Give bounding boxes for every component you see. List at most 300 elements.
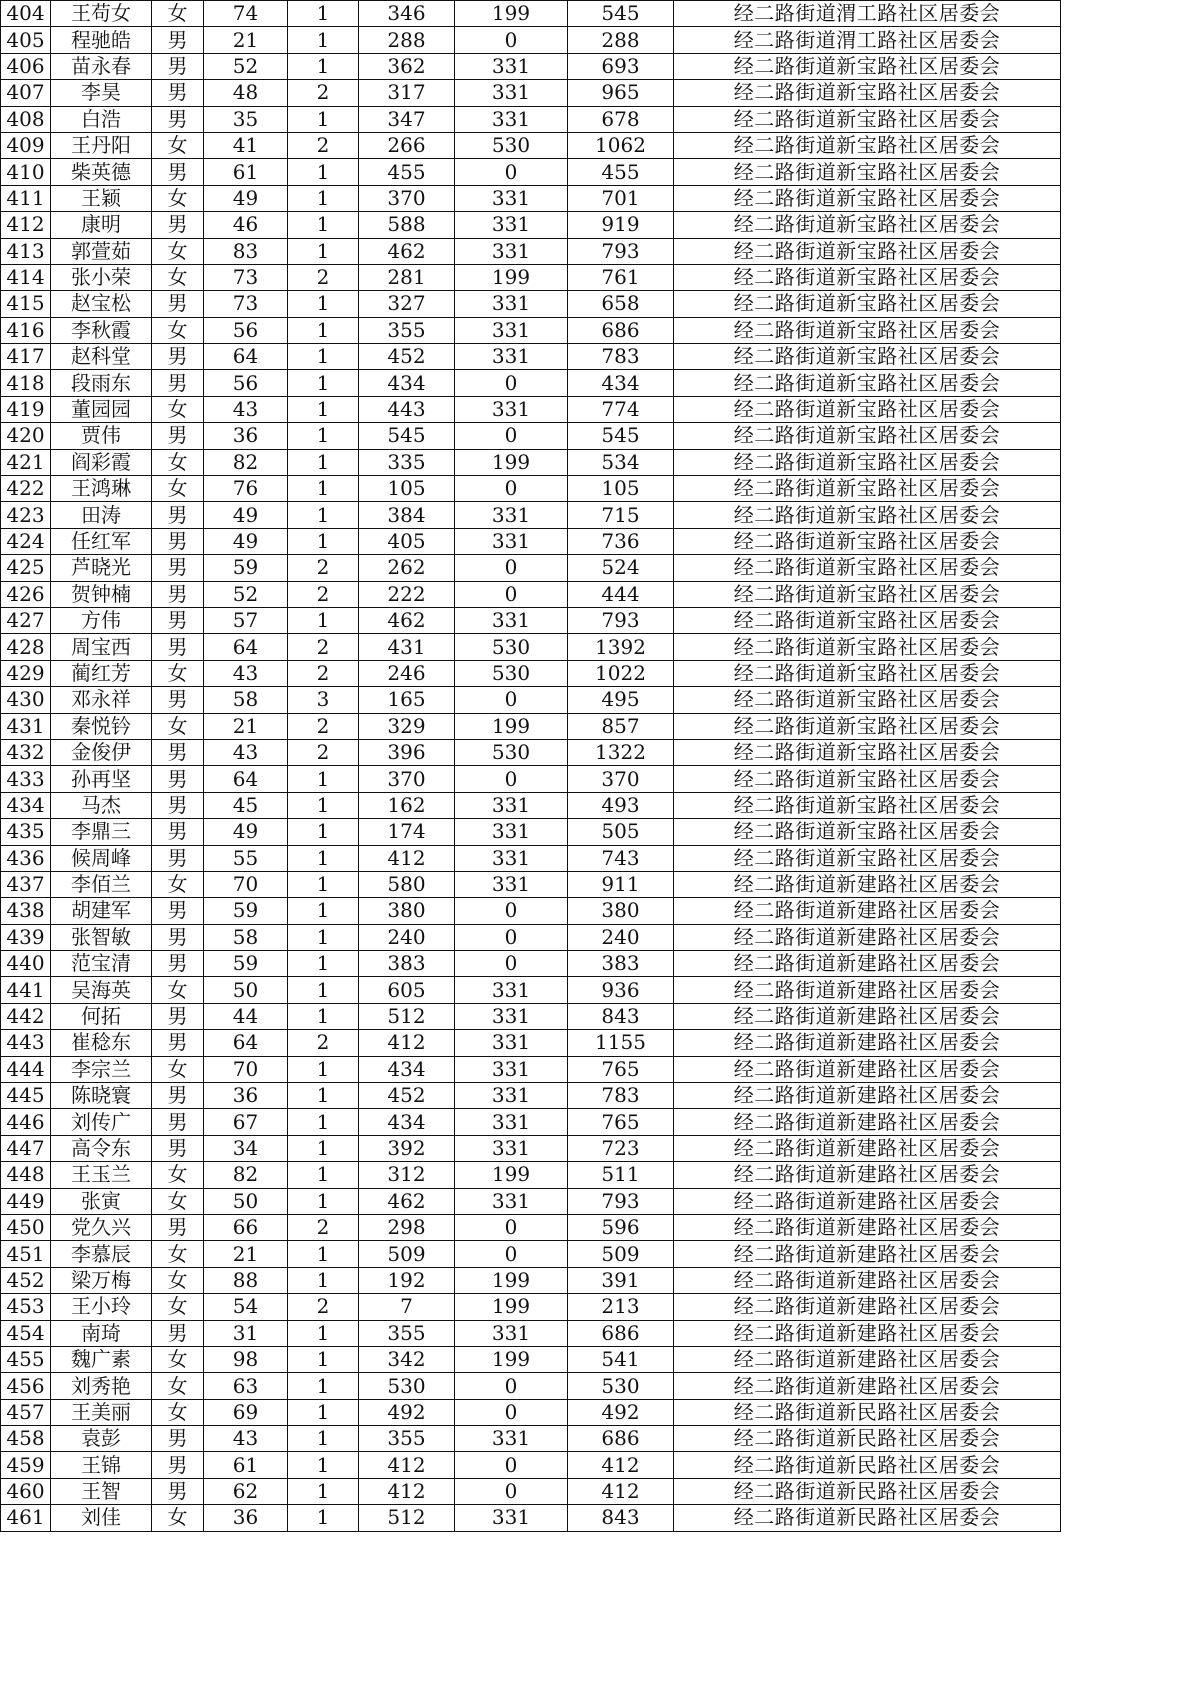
seq-cell: 447: [1, 1135, 51, 1161]
total-cell: 509: [568, 1241, 674, 1267]
amount-b-cell: 530: [455, 739, 568, 765]
name-cell: 王丹阳: [51, 132, 152, 158]
community-cell: 经二路街道新建路社区居委会: [674, 1083, 1061, 1109]
name-cell: 李佰兰: [51, 871, 152, 897]
amount-a-cell: 312: [359, 1162, 455, 1188]
total-cell: 1322: [568, 739, 674, 765]
amount-b-cell: 0: [455, 687, 568, 713]
amount-b-cell: 0: [455, 951, 568, 977]
community-cell: 经二路街道新建路社区居委会: [674, 1346, 1061, 1372]
name-cell: 陈晓寰: [51, 1083, 152, 1109]
seq-cell: 419: [1, 396, 51, 422]
total-cell: 765: [568, 1109, 674, 1135]
household-size-cell: 2: [288, 1294, 359, 1320]
table-row: [1, 502, 1061, 528]
total-cell: 774: [568, 396, 674, 422]
gender-cell: 男: [152, 80, 204, 106]
amount-b-cell: 199: [455, 1294, 568, 1320]
table-row: [1, 1426, 1061, 1452]
age-cell: 70: [204, 1056, 288, 1082]
community-cell: 经二路街道新宝路社区居委会: [674, 396, 1061, 422]
total-cell: 524: [568, 555, 674, 581]
age-cell: 48: [204, 80, 288, 106]
seq-cell: 436: [1, 845, 51, 871]
age-cell: 55: [204, 845, 288, 871]
name-cell: 王颖: [51, 185, 152, 211]
name-cell: 邓永祥: [51, 687, 152, 713]
seq-cell: 421: [1, 449, 51, 475]
name-cell: 魏广素: [51, 1346, 152, 1372]
household-size-cell: 1: [288, 766, 359, 792]
gender-cell: 男: [152, 898, 204, 924]
name-cell: 梁万梅: [51, 1267, 152, 1293]
gender-cell: 女: [152, 1188, 204, 1214]
amount-a-cell: 512: [359, 1003, 455, 1029]
total-cell: 686: [568, 1426, 674, 1452]
total-cell: 434: [568, 370, 674, 396]
community-cell: 经二路街道新建路社区居委会: [674, 1373, 1061, 1399]
gender-cell: 男: [152, 1083, 204, 1109]
community-cell: 经二路街道新宝路社区居委会: [674, 317, 1061, 343]
household-size-cell: 1: [288, 370, 359, 396]
household-size-cell: 2: [288, 132, 359, 158]
amount-b-cell: 331: [455, 977, 568, 1003]
household-size-cell: 2: [288, 739, 359, 765]
seq-cell: 455: [1, 1346, 51, 1372]
name-cell: 党久兴: [51, 1214, 152, 1240]
total-cell: 1155: [568, 1030, 674, 1056]
amount-a-cell: 434: [359, 370, 455, 396]
name-cell: 王智: [51, 1478, 152, 1504]
gender-cell: 男: [152, 159, 204, 185]
household-size-cell: 1: [288, 185, 359, 211]
total-cell: 783: [568, 1083, 674, 1109]
gender-cell: 女: [152, 132, 204, 158]
gender-cell: 男: [152, 502, 204, 528]
name-cell: 程驰皓: [51, 27, 152, 53]
household-size-cell: 2: [288, 80, 359, 106]
community-cell: 经二路街道新宝路社区居委会: [674, 766, 1061, 792]
amount-b-cell: 0: [455, 159, 568, 185]
household-size-cell: 1: [288, 1452, 359, 1478]
household-size-cell: 1: [288, 977, 359, 1003]
name-cell: 马杰: [51, 792, 152, 818]
amount-b-cell: 0: [455, 476, 568, 502]
seq-cell: 457: [1, 1399, 51, 1425]
seq-cell: 414: [1, 264, 51, 290]
age-cell: 82: [204, 1162, 288, 1188]
seq-cell: 432: [1, 739, 51, 765]
name-cell: 柴英德: [51, 159, 152, 185]
household-size-cell: 1: [288, 1109, 359, 1135]
total-cell: 936: [568, 977, 674, 1003]
amount-b-cell: 331: [455, 53, 568, 79]
amount-a-cell: 455: [359, 159, 455, 185]
amount-a-cell: 329: [359, 713, 455, 739]
seq-cell: 437: [1, 871, 51, 897]
table-row: [1, 291, 1061, 317]
name-cell: 芦晓光: [51, 555, 152, 581]
table-row: [1, 766, 1061, 792]
name-cell: 周宝西: [51, 634, 152, 660]
gender-cell: 男: [152, 951, 204, 977]
community-cell: 经二路街道新建路社区居委会: [674, 1294, 1061, 1320]
age-cell: 21: [204, 713, 288, 739]
amount-a-cell: 380: [359, 898, 455, 924]
amount-b-cell: 0: [455, 766, 568, 792]
seq-cell: 423: [1, 502, 51, 528]
name-cell: 康明: [51, 212, 152, 238]
gender-cell: 男: [152, 634, 204, 660]
total-cell: 511: [568, 1162, 674, 1188]
amount-b-cell: 331: [455, 1083, 568, 1109]
table-row: [1, 1030, 1061, 1056]
table-row: [1, 1505, 1061, 1531]
amount-b-cell: 0: [455, 1241, 568, 1267]
household-size-cell: 1: [288, 27, 359, 53]
amount-b-cell: 0: [455, 924, 568, 950]
table-row: [1, 1267, 1061, 1293]
amount-b-cell: 331: [455, 317, 568, 343]
household-size-cell: 1: [288, 1505, 359, 1531]
household-size-cell: 1: [288, 1399, 359, 1425]
amount-a-cell: 7: [359, 1294, 455, 1320]
age-cell: 73: [204, 291, 288, 317]
age-cell: 76: [204, 476, 288, 502]
household-size-cell: 1: [288, 212, 359, 238]
age-cell: 56: [204, 370, 288, 396]
amount-b-cell: 331: [455, 396, 568, 422]
table-row: [1, 1162, 1061, 1188]
amount-b-cell: 331: [455, 1320, 568, 1346]
gender-cell: 女: [152, 264, 204, 290]
total-cell: 412: [568, 1452, 674, 1478]
table-row: [1, 1135, 1061, 1161]
table-row: [1, 898, 1061, 924]
total-cell: 715: [568, 502, 674, 528]
household-size-cell: 3: [288, 687, 359, 713]
household-size-cell: 1: [288, 1373, 359, 1399]
name-cell: 蔺红芳: [51, 660, 152, 686]
amount-b-cell: 530: [455, 660, 568, 686]
table-row: [1, 317, 1061, 343]
name-cell: 李昊: [51, 80, 152, 106]
amount-a-cell: 266: [359, 132, 455, 158]
name-cell: 赵科堂: [51, 344, 152, 370]
table-row: [1, 871, 1061, 897]
community-cell: 经二路街道新宝路社区居委会: [674, 713, 1061, 739]
household-size-cell: 1: [288, 1003, 359, 1029]
age-cell: 56: [204, 317, 288, 343]
table-row: [1, 53, 1061, 79]
community-cell: 经二路街道新建路社区居委会: [674, 1109, 1061, 1135]
total-cell: 444: [568, 581, 674, 607]
amount-b-cell: 331: [455, 1030, 568, 1056]
total-cell: 919: [568, 212, 674, 238]
table-row: [1, 27, 1061, 53]
table-row: [1, 1, 1061, 27]
name-cell: 王美丽: [51, 1399, 152, 1425]
amount-a-cell: 434: [359, 1109, 455, 1135]
table-row: [1, 555, 1061, 581]
table-row: [1, 1294, 1061, 1320]
age-cell: 57: [204, 607, 288, 633]
table-row: [1, 819, 1061, 845]
community-cell: 经二路街道新建路社区居委会: [674, 871, 1061, 897]
table-row: [1, 660, 1061, 686]
community-cell: 经二路街道新宝路社区居委会: [674, 264, 1061, 290]
table-row: [1, 713, 1061, 739]
total-cell: 678: [568, 106, 674, 132]
table-row: [1, 1003, 1061, 1029]
community-cell: 经二路街道新宝路社区居委会: [674, 132, 1061, 158]
gender-cell: 男: [152, 106, 204, 132]
gender-cell: 男: [152, 1109, 204, 1135]
seq-cell: 406: [1, 53, 51, 79]
gender-cell: 男: [152, 819, 204, 845]
household-size-cell: 1: [288, 1320, 359, 1346]
total-cell: 793: [568, 238, 674, 264]
gender-cell: 男: [152, 370, 204, 396]
amount-a-cell: 262: [359, 555, 455, 581]
amount-b-cell: 0: [455, 1452, 568, 1478]
amount-b-cell: 331: [455, 238, 568, 264]
table-row: [1, 528, 1061, 554]
amount-b-cell: 331: [455, 502, 568, 528]
name-cell: 李鼎三: [51, 819, 152, 845]
name-cell: 刘秀艳: [51, 1373, 152, 1399]
total-cell: 686: [568, 1320, 674, 1346]
gender-cell: 女: [152, 238, 204, 264]
amount-b-cell: 331: [455, 1109, 568, 1135]
seq-cell: 433: [1, 766, 51, 792]
total-cell: 545: [568, 1, 674, 27]
household-size-cell: 2: [288, 581, 359, 607]
gender-cell: 男: [152, 1003, 204, 1029]
name-cell: 张寅: [51, 1188, 152, 1214]
name-cell: 李宗兰: [51, 1056, 152, 1082]
age-cell: 70: [204, 871, 288, 897]
table-row: [1, 1109, 1061, 1135]
table-row: [1, 1056, 1061, 1082]
seq-cell: 439: [1, 924, 51, 950]
community-cell: 经二路街道新建路社区居委会: [674, 1135, 1061, 1161]
household-size-cell: 1: [288, 845, 359, 871]
seq-cell: 416: [1, 317, 51, 343]
household-size-cell: 1: [288, 1267, 359, 1293]
amount-a-cell: 443: [359, 396, 455, 422]
table-row: [1, 924, 1061, 950]
seq-cell: 425: [1, 555, 51, 581]
household-size-cell: 1: [288, 449, 359, 475]
table-row: [1, 423, 1061, 449]
community-cell: 经二路街道新建路社区居委会: [674, 977, 1061, 1003]
gender-cell: 男: [152, 687, 204, 713]
total-cell: 545: [568, 423, 674, 449]
amount-b-cell: 331: [455, 80, 568, 106]
community-cell: 经二路街道新宝路社区居委会: [674, 344, 1061, 370]
community-cell: 经二路街道新建路社区居委会: [674, 1241, 1061, 1267]
total-cell: 761: [568, 264, 674, 290]
community-cell: 经二路街道新民路社区居委会: [674, 1452, 1061, 1478]
household-size-cell: 1: [288, 1346, 359, 1372]
seq-cell: 442: [1, 1003, 51, 1029]
amount-b-cell: 331: [455, 1135, 568, 1161]
name-cell: 田涛: [51, 502, 152, 528]
amount-a-cell: 396: [359, 739, 455, 765]
community-cell: 经二路街道新建路社区居委会: [674, 924, 1061, 950]
seq-cell: 404: [1, 1, 51, 27]
table-row: [1, 212, 1061, 238]
name-cell: 阎彩霞: [51, 449, 152, 475]
amount-b-cell: 530: [455, 634, 568, 660]
age-cell: 43: [204, 396, 288, 422]
seq-cell: 409: [1, 132, 51, 158]
age-cell: 43: [204, 660, 288, 686]
seq-cell: 434: [1, 792, 51, 818]
age-cell: 41: [204, 132, 288, 158]
name-cell: 范宝清: [51, 951, 152, 977]
household-size-cell: 2: [288, 264, 359, 290]
amount-b-cell: 331: [455, 1056, 568, 1082]
household-size-cell: 1: [288, 1056, 359, 1082]
total-cell: 686: [568, 317, 674, 343]
seq-cell: 443: [1, 1030, 51, 1056]
household-size-cell: 1: [288, 792, 359, 818]
name-cell: 李慕辰: [51, 1241, 152, 1267]
gender-cell: 女: [152, 871, 204, 897]
amount-b-cell: 0: [455, 581, 568, 607]
amount-a-cell: 355: [359, 317, 455, 343]
gender-cell: 女: [152, 660, 204, 686]
gender-cell: 男: [152, 1030, 204, 1056]
gender-cell: 男: [152, 1478, 204, 1504]
community-cell: 经二路街道新民路社区居委会: [674, 1399, 1061, 1425]
total-cell: 765: [568, 1056, 674, 1082]
amount-b-cell: 199: [455, 713, 568, 739]
seq-cell: 451: [1, 1241, 51, 1267]
community-cell: 经二路街道新宝路社区居委会: [674, 792, 1061, 818]
community-cell: 经二路街道新宝路社区居委会: [674, 423, 1061, 449]
gender-cell: 男: [152, 212, 204, 238]
household-size-cell: 1: [288, 476, 359, 502]
gender-cell: 女: [152, 1505, 204, 1531]
household-size-cell: 1: [288, 1162, 359, 1188]
total-cell: 534: [568, 449, 674, 475]
amount-a-cell: 434: [359, 1056, 455, 1082]
household-size-cell: 1: [288, 423, 359, 449]
gender-cell: 女: [152, 1373, 204, 1399]
gender-cell: 男: [152, 766, 204, 792]
gender-cell: 男: [152, 739, 204, 765]
age-cell: 49: [204, 502, 288, 528]
total-cell: 370: [568, 766, 674, 792]
community-cell: 经二路街道新宝路社区居委会: [674, 238, 1061, 264]
seq-cell: 411: [1, 185, 51, 211]
name-cell: 郭萱茹: [51, 238, 152, 264]
seq-cell: 458: [1, 1426, 51, 1452]
community-cell: 经二路街道新宝路社区居委会: [674, 634, 1061, 660]
community-cell: 经二路街道新建路社区居委会: [674, 1267, 1061, 1293]
total-cell: 1062: [568, 132, 674, 158]
amount-b-cell: 0: [455, 555, 568, 581]
amount-a-cell: 281: [359, 264, 455, 290]
seq-cell: 428: [1, 634, 51, 660]
seq-cell: 426: [1, 581, 51, 607]
amount-a-cell: 327: [359, 291, 455, 317]
amount-a-cell: 355: [359, 1320, 455, 1346]
total-cell: 701: [568, 185, 674, 211]
table-row: [1, 1478, 1061, 1504]
community-cell: 经二路街道新宝路社区居委会: [674, 449, 1061, 475]
age-cell: 59: [204, 951, 288, 977]
household-size-cell: 1: [288, 291, 359, 317]
gender-cell: 女: [152, 1346, 204, 1372]
name-cell: 王鸿琳: [51, 476, 152, 502]
seq-cell: 410: [1, 159, 51, 185]
table-row: [1, 1346, 1061, 1372]
community-cell: 经二路街道新宝路社区居委会: [674, 660, 1061, 686]
table-row: [1, 1188, 1061, 1214]
gender-cell: 女: [152, 1294, 204, 1320]
seq-cell: 418: [1, 370, 51, 396]
amount-a-cell: 462: [359, 607, 455, 633]
gender-cell: 女: [152, 1241, 204, 1267]
amount-a-cell: 335: [359, 449, 455, 475]
community-cell: 经二路街道新民路社区居委会: [674, 1505, 1061, 1531]
household-size-cell: 1: [288, 951, 359, 977]
name-cell: 袁彭: [51, 1426, 152, 1452]
gender-cell: 女: [152, 1, 204, 27]
amount-a-cell: 384: [359, 502, 455, 528]
seq-cell: 415: [1, 291, 51, 317]
community-cell: 经二路街道新建路社区居委会: [674, 1030, 1061, 1056]
community-cell: 经二路街道新宝路社区居委会: [674, 607, 1061, 633]
total-cell: 723: [568, 1135, 674, 1161]
household-size-cell: 2: [288, 713, 359, 739]
amount-b-cell: 331: [455, 819, 568, 845]
seq-cell: 450: [1, 1214, 51, 1240]
seq-cell: 431: [1, 713, 51, 739]
total-cell: 391: [568, 1267, 674, 1293]
seq-cell: 452: [1, 1267, 51, 1293]
seq-cell: 412: [1, 212, 51, 238]
seq-cell: 459: [1, 1452, 51, 1478]
household-size-cell: 1: [288, 317, 359, 343]
table-row: [1, 977, 1061, 1003]
table-row: [1, 1452, 1061, 1478]
household-size-cell: 1: [288, 1083, 359, 1109]
age-cell: 82: [204, 449, 288, 475]
amount-a-cell: 317: [359, 80, 455, 106]
household-size-cell: 1: [288, 159, 359, 185]
seq-cell: 427: [1, 607, 51, 633]
community-cell: 经二路街道新建路社区居委会: [674, 1320, 1061, 1346]
household-size-cell: 1: [288, 607, 359, 633]
amount-a-cell: 412: [359, 1030, 455, 1056]
table-row: [1, 1373, 1061, 1399]
community-cell: 经二路街道新宝路社区居委会: [674, 53, 1061, 79]
table-row: [1, 581, 1061, 607]
amount-a-cell: 462: [359, 1188, 455, 1214]
amount-a-cell: 347: [359, 106, 455, 132]
gender-cell: 男: [152, 1320, 204, 1346]
name-cell: 任红军: [51, 528, 152, 554]
gender-cell: 男: [152, 27, 204, 53]
name-cell: 王小玲: [51, 1294, 152, 1320]
name-cell: 南琦: [51, 1320, 152, 1346]
seq-cell: 445: [1, 1083, 51, 1109]
